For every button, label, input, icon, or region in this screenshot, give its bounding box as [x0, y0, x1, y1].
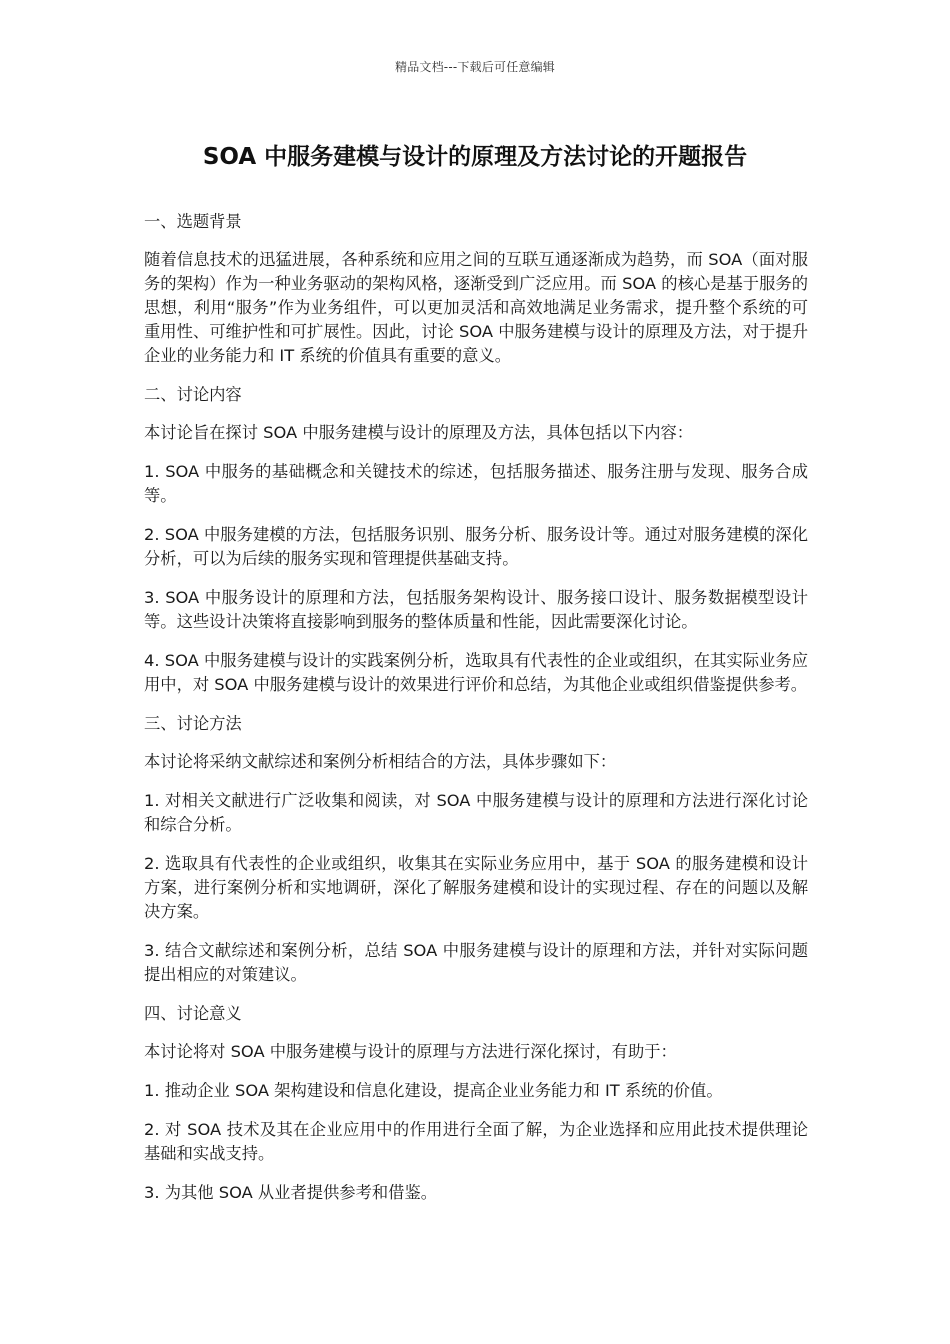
document-body — [144, 210, 808, 1220]
list-item-content-2: 2. SOA 中服务建模的方法，包括服务识别、服务分析、服务设计等。通过对服务建模的深化分析，可以为后续的服务实现和管理提供基础支持。 — [144, 525, 808, 568]
header-note: 精品文档---下载后可任意编辑 — [395, 60, 555, 74]
paragraph-content-intro: 本讨论旨在探讨 SOA 中服务建模与设计的原理及方法，具体包括以下内容： — [144, 423, 694, 442]
section-heading-content: 二、讨论内容 — [144, 385, 242, 404]
list-item-method-1: 1. 对相关文献进行广泛收集和阅读，对 SOA 中服务建模与设计的原理和方法进行深化讨论和综合分析。 — [144, 791, 808, 834]
section-heading-significance: 四、讨论意义 — [144, 1004, 242, 1023]
document-title: SOA 中服务建模与设计的原理及方法讨论的开题报告 — [202, 144, 748, 170]
paragraph-significance-intro: 本讨论将对 SOA 中服务建模与设计的原理与方法进行深化探讨，有助于： — [144, 1042, 677, 1061]
section-heading-method: 三、讨论方法 — [144, 714, 242, 733]
list-item-content-4: 4. SOA 中服务建模与设计的实践案例分析，选取具有代表性的企业或组织，在其实际业务应用中，对 SOA 中服务建模与设计的效果进行评价和总结，为其他企业或组织借鉴提供参考。 — [144, 651, 808, 694]
list-item-significance-2: 2. 对 SOA 技术及其在企业应用中的作用进行全面了解，为企业选择和应用此技术提供理论基础和实战支持。 — [144, 1120, 808, 1163]
paragraph-background: 随着信息技术的迅猛进展，各种系统和应用之间的互联互通逐渐成为趋势，而 SOA（面对服务的架构）作为一种业务驱动的架构风格，逐渐受到广泛应用。而 SOA 的核心是基于服务的思想，利用“服务”作为业务组件，可以更加灵活和高效地满足业务需求，提升整个系统的可重用性、可维护性和可扩展性。因此，讨论 SOA 中服务建模与设计的原理及方法，对于提升企业的业务能力和 IT 系统的价值具有重要的意义。 — [144, 250, 808, 365]
list-item-significance-3: 3. 为其他 SOA 从业者提供参考和借鉴。 — [144, 1183, 438, 1202]
list-item-significance-1: 1. 推动企业 SOA 架构建设和信息化建设，提高企业业务能力和 IT 系统的价值。 — [144, 1081, 723, 1100]
list-item-method-2: 2. 选取具有代表性的企业或组织，收集其在实际业务应用中，基于 SOA 的服务建模和设计方案，进行案例分析和实地调研，深化了解服务建模和设计的实现过程、存在的问题以及解决方案。 — [144, 854, 808, 921]
list-item-content-3: 3. SOA 中服务设计的原理和方法，包括服务架构设计、服务接口设计、服务数据模型设计等。这些设计决策将直接影响到服务的整体质量和性能，因此需要深化讨论。 — [144, 588, 808, 631]
section-heading-background: 一、选题背景 — [144, 212, 242, 231]
list-item-content-1: 1. SOA 中服务的基础概念和关键技术的综述，包括服务描述、服务注册与发现、服务合成等。 — [144, 462, 808, 505]
list-item-method-3: 3. 结合文献综述和案例分析，总结 SOA 中服务建模与设计的原理和方法，并针对实际问题提出相应的对策建议。 — [144, 941, 808, 984]
paragraph-method-intro: 本讨论将采纳文献综述和案例分析相结合的方法，具体步骤如下： — [144, 752, 617, 771]
